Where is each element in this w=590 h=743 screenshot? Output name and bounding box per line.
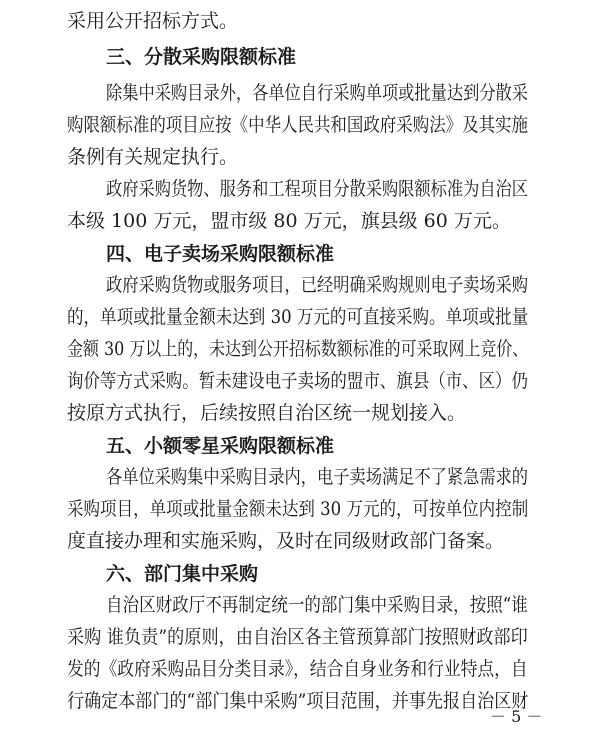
text-line-19: 自治区财政厅不再制定统一的部门集中采购目录，按照“谁: [106, 594, 528, 616]
text-line-17: 度直接办理和实施采购，及时在同级财政部门备案。: [67, 530, 505, 552]
text-line-6: 政府采购货物、服务和工程项目分散采购限额标准为自治区: [106, 178, 529, 200]
text-line-20: 采购 谁负责”的原则，由自治区各主管预算部门按照财政部印: [67, 626, 528, 648]
page-number: － 5 －: [490, 707, 543, 726]
text-line-16: 采购项目，单项或批量金额未达到 30 万元的，可按单位内控制: [67, 498, 529, 520]
text-line-7: 本级 100 万元，盟市级 80 万元，旗县级 60 万元。: [67, 210, 511, 232]
section-heading-5: 五、小额零星采购限额标准: [106, 435, 335, 457]
text-line-13: 按原方式执行，后续按照自治区统一规划接入。: [67, 402, 467, 424]
text-line-15: 各单位采购集中采购目录内，电子卖场满足不了紧急需求的: [106, 466, 529, 488]
section-heading-6: 六、部门集中采购: [106, 563, 259, 585]
text-line-10: 的，单项或批量金额未达到 30 万元的可直接采购。单项或批量: [67, 306, 529, 328]
text-line-9: 政府采购货物或服务项目，已经明确采购规则电子卖场采购: [106, 274, 529, 296]
section-heading-3: 三、分散采购限额标准: [106, 46, 297, 68]
text-line-3: 除集中采购目录外，各单位自行采购单项或批量达到分散采: [106, 82, 529, 104]
text-line-11: 金额 30 万以上的，未达到公开招标数额标准的可采取网上竞价、: [67, 338, 529, 360]
text-line-12: 询价等方式采购。暂未建设电子卖场的盟市、旗县（市、区）仍: [67, 370, 528, 392]
text-line-5: 条例有关规定执行。: [67, 146, 239, 168]
text-line-22: 行确定本部门的“部门集中采购”项目范围，并事先报自治区财: [67, 690, 529, 712]
text-line-1: 采用公开招标方式。: [67, 10, 239, 32]
section-heading-4: 四、电子卖场采购限额标准: [106, 243, 335, 265]
text-line-4: 购限额标准的项目应按《中华人民共和国政府采购法》及其实施: [67, 114, 528, 136]
text-line-21: 发的《政府采购品目分类目录》，结合自身业务和行业特点，自: [67, 658, 528, 680]
